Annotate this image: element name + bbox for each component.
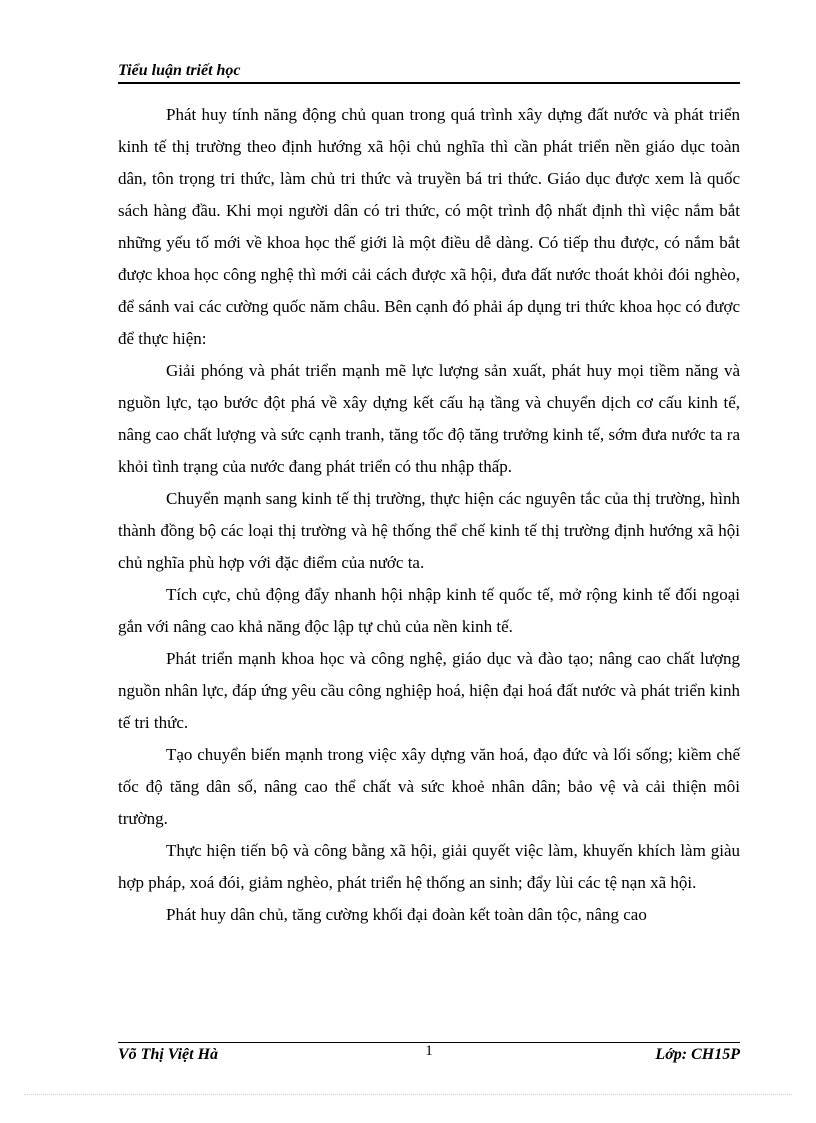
paragraph: Phát huy tính năng động chủ quan trong quá trình xây dựng đất nước và phát triển kinh tế thị trường theo định hướng xã hội chủ nghĩa thì cần phát triển nền giáo dục toàn dân, tôn trọng tri thức, làm chủ tri thức và truyền bá tri thức. Giáo dục được xem là quốc sách hàng đầu. Khi mọi người dân có tri thức, có một trình độ nhất định thì việc nắm bắt những yếu tố mới về khoa học thế giới là một điều dễ dàng. Có tiếp thu được, có nắm bắt được khoa học công nghệ thì mới cải cách được xã hội, đưa đất nước thoát khỏi đói nghèo, để sánh vai các cường quốc năm châu. Bên cạnh đó phải áp dụng tri thức khoa học có được để thực hiện: [118, 105, 740, 348]
paragraph: Thực hiện tiến bộ và công bằng xã hội, giải quyết việc làm, khuyến khích làm giàu hợp pháp, xoá đói, giảm nghèo, phát triển hệ thống an sinh; đẩy lùi các tệ nạn xã hội. [118, 841, 740, 892]
paragraph: Phát triển mạnh khoa học và công nghệ, giáo dục và đào tạo; nâng cao chất lượng nguồn nhân lực, đáp ứng yêu cầu công nghiệp hoá, hiện đại hoá đất nước và phát triển kinh tế tri thức. [118, 649, 740, 732]
page-number: 1 [425, 1043, 433, 1059]
page-footer [118, 1042, 740, 1071]
page-edge-divider [24, 1094, 792, 1095]
footer-author: Võ Thị Việt Hà [118, 1046, 219, 1063]
page-header [118, 56, 740, 84]
paragraph: Giải phóng và phát triển mạnh mẽ lực lượng sản xuất, phát huy mọi tiềm năng và nguồn lực, tạo bước đột phá về xây dựng kết cấu hạ tầng và chuyển dịch cơ cấu kinh tế, nâng cao chất lượng và sức cạnh tranh, tăng tốc độ tăng trưởng kinh tế, sớm đưa nước ta ra khỏi tình trạng của nước đang phát triển có thu nhập thấp. [118, 361, 740, 476]
header-title: Tiểu luận triết học [118, 62, 241, 79]
paragraph: Tạo chuyển biến mạnh trong việc xây dựng văn hoá, đạo đức và lối sống; kiềm chế tốc độ tăng dân số, nâng cao thể chất và sức khoẻ nhân dân; bảo vệ và cải thiện môi trường. [118, 745, 740, 828]
paragraph: Tích cực, chủ động đẩy nhanh hội nhập kinh tế quốc tế, mở rộng kinh tế đối ngoại gắn với nâng cao khả năng độc lập tự chủ của nền kinh tế. [118, 585, 740, 636]
body-text [118, 99, 740, 931]
paragraph: Chuyển mạnh sang kinh tế thị trường, thực hiện các nguyên tắc của thị trường, hình thành đồng bộ các loại thị trường và hệ thống thể chế kinh tế thị trường định hướng xã hội chủ nghĩa phù hợp với đặc điểm của nước ta. [118, 489, 740, 572]
footer-class: Lớp: CH15P [655, 1046, 740, 1063]
paragraph: Phát huy dân chủ, tăng cường khối đại đoàn kết toàn dân tộc, nâng cao [166, 905, 647, 924]
